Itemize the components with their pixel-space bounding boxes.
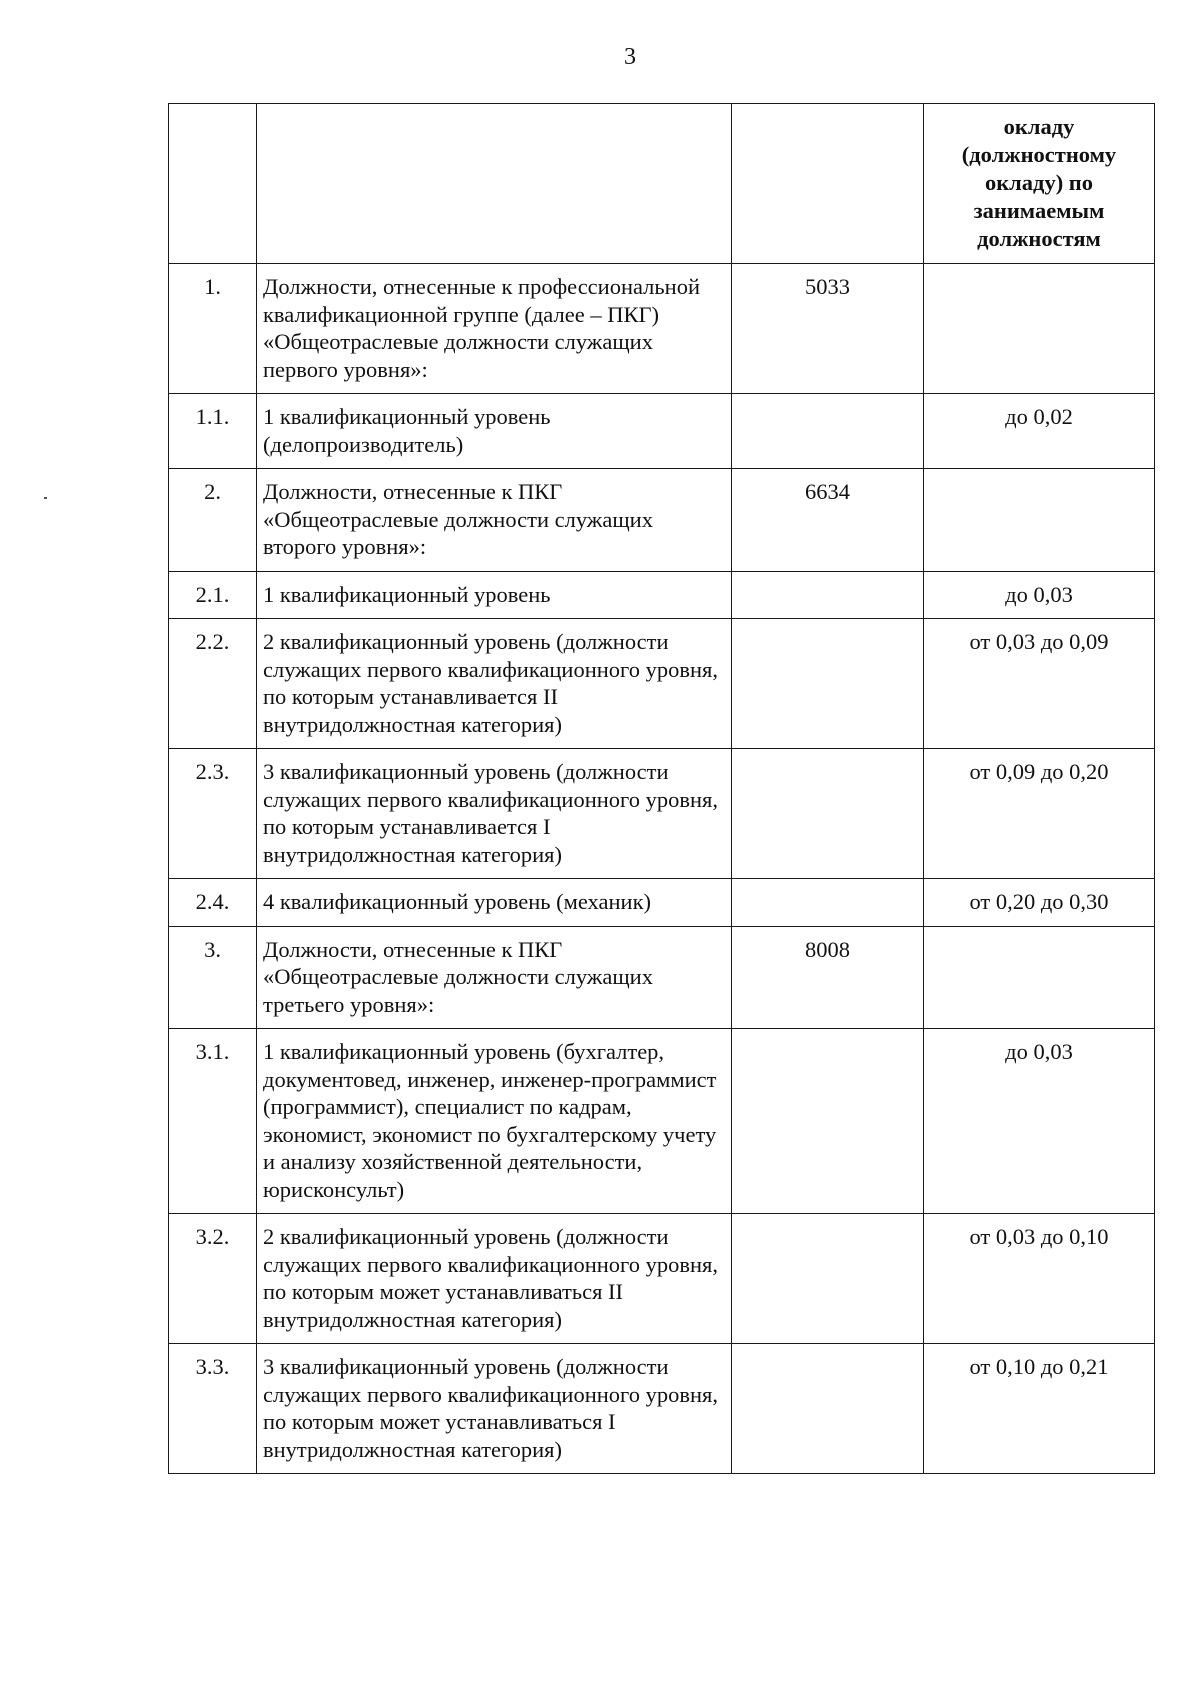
- table-row: [169, 749, 1155, 879]
- header-cell-position: [257, 104, 732, 264]
- row-position-group: 2 квалификационный уровень (должности служащих первого квалификационного уровня, по которым устанавливается II внутридолжностная категория): [257, 619, 732, 749]
- row-coefficient: [924, 264, 1155, 394]
- table-row: [169, 394, 1155, 469]
- table-row: [169, 469, 1155, 572]
- table-row: [169, 879, 1155, 927]
- row-salary: [732, 879, 924, 927]
- table-row: [169, 1214, 1155, 1344]
- row-salary: [732, 619, 924, 749]
- row-position-group: 1 квалификационный уровень (бухгалтер, документовед, инженер, инженер-программист (программист), специалист по кадрам, экономист, экономист по бухгалтерскому учету и анализу хозяйственной деятельности, юрисконсульт): [257, 1029, 732, 1214]
- row-salary: [732, 571, 924, 619]
- row-position-group: 4 квалификационный уровень (механик): [257, 879, 732, 927]
- row-position-group: Должности, отнесенные к профессиональной квалификационной группе (далее – ПКГ) «Общеотраслевые должности служащих первого уровня»:: [257, 264, 732, 394]
- table-row: [169, 264, 1155, 394]
- row-coefficient: до 0,03: [924, 1029, 1155, 1214]
- page-number: 3: [624, 44, 636, 70]
- table-row: [169, 1344, 1155, 1474]
- row-number: 3.: [169, 926, 257, 1029]
- row-coefficient: от 0,20 до 0,30: [924, 879, 1155, 927]
- row-coefficient: от 0,03 до 0,09: [924, 619, 1155, 749]
- row-coefficient: от 0,09 до 0,20: [924, 749, 1155, 879]
- row-number: 1.1.: [169, 394, 257, 469]
- row-coefficient: до 0,03: [924, 571, 1155, 619]
- row-salary: [732, 1344, 924, 1474]
- row-number: 2.: [169, 469, 257, 572]
- row-number: 2.3.: [169, 749, 257, 879]
- header-cell-number: [169, 104, 257, 264]
- salary-coefficient-table: [168, 103, 1155, 1474]
- scan-speck: [44, 497, 47, 499]
- row-number: 3.2.: [169, 1214, 257, 1344]
- row-position-group: 2 квалификационный уровень (должности служащих первого квалификационного уровня, по которым может устанавливаться II внутридолжностная категория): [257, 1214, 732, 1344]
- table-row: [169, 1029, 1155, 1214]
- row-salary: [732, 1029, 924, 1214]
- row-coefficient: от 0,10 до 0,21: [924, 1344, 1155, 1474]
- table-row: [169, 619, 1155, 749]
- row-position-group: Должности, отнесенные к ПКГ «Общеотраслевые должности служащих второго уровня»:: [257, 469, 732, 572]
- header-cell-coefficient: окладу (должностному окладу) по занимаемым должностям: [924, 104, 1155, 264]
- row-number: 2.4.: [169, 879, 257, 927]
- row-number: 2.1.: [169, 571, 257, 619]
- table-header-row: [169, 104, 1155, 264]
- row-salary: [732, 394, 924, 469]
- row-number: 2.2.: [169, 619, 257, 749]
- row-salary: [732, 1214, 924, 1344]
- row-position-group: 1 квалификационный уровень (делопроизводитель): [257, 394, 732, 469]
- row-position-group: Должности, отнесенные к ПКГ «Общеотраслевые должности служащих третьего уровня»:: [257, 926, 732, 1029]
- table-row: [169, 571, 1155, 619]
- header-cell-salary: [732, 104, 924, 264]
- row-coefficient: от 0,03 до 0,10: [924, 1214, 1155, 1344]
- row-salary: 6634: [732, 469, 924, 572]
- row-salary: 5033: [732, 264, 924, 394]
- row-position-group: 3 квалификационный уровень (должности служащих первого квалификационного уровня, по которым может устанавливаться I внутридолжностная категория): [257, 1344, 732, 1474]
- row-salary: 8008: [732, 926, 924, 1029]
- row-position-group: 1 квалификационный уровень: [257, 571, 732, 619]
- row-number: 3.1.: [169, 1029, 257, 1214]
- row-coefficient: до 0,02: [924, 394, 1155, 469]
- row-salary: [732, 749, 924, 879]
- row-position-group: 3 квалификационный уровень (должности служащих первого квалификационного уровня, по которым устанавливается I внутридолжностная категория): [257, 749, 732, 879]
- row-number: 3.3.: [169, 1344, 257, 1474]
- row-coefficient: [924, 926, 1155, 1029]
- row-number: 1.: [169, 264, 257, 394]
- table-row: [169, 926, 1155, 1029]
- row-coefficient: [924, 469, 1155, 572]
